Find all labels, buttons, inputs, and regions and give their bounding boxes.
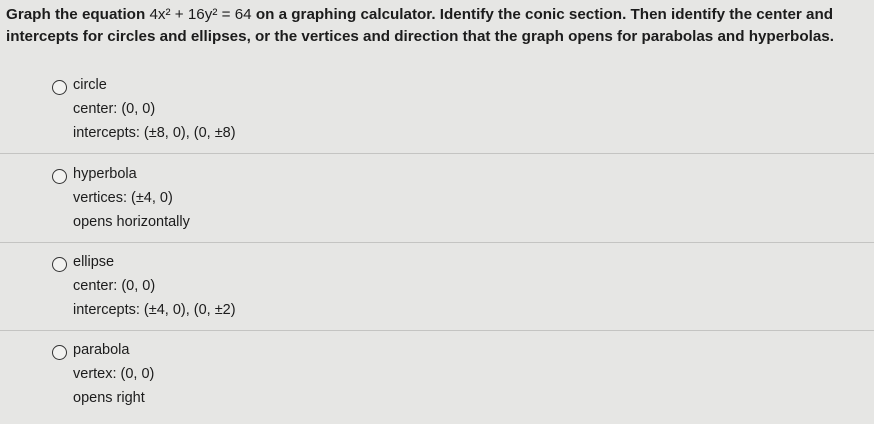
divider <box>0 153 874 154</box>
radio-button-hyperbola[interactable] <box>52 169 67 184</box>
radio-button-circle[interactable] <box>52 80 67 95</box>
question-text <box>6 4 868 48</box>
option-label: ellipse <box>73 254 115 270</box>
option-hyperbola[interactable] <box>0 162 874 248</box>
divider <box>0 242 874 243</box>
question-equation: 4x² + 16y² = 64 <box>149 6 252 23</box>
option-detail-2: opens horizontally <box>73 214 190 230</box>
question-prefix: Graph the equation <box>6 6 150 23</box>
option-parabola[interactable] <box>0 338 874 424</box>
radio-button-parabola[interactable] <box>52 345 67 360</box>
option-detail-1: vertices: (±4, 0) <box>73 190 173 206</box>
question-suffix: on a graphing calculator. Identify the conic section. Then identify the center and intercepts for circles and ellipses, or the vertices and direction that the graph opens for parabolas and hyperbolas. <box>6 6 834 45</box>
divider <box>0 330 874 331</box>
option-detail-1: center: (0, 0) <box>73 278 156 294</box>
option-label: hyperbola <box>73 166 137 182</box>
option-label: circle <box>73 77 107 93</box>
option-ellipse[interactable] <box>0 250 874 336</box>
option-detail-2: intercepts: (±4, 0), (0, ±2) <box>73 302 236 318</box>
radio-button-ellipse[interactable] <box>52 257 67 272</box>
option-detail-1: vertex: (0, 0) <box>73 366 155 382</box>
option-circle[interactable] <box>0 73 874 159</box>
option-label: parabola <box>73 342 130 358</box>
option-detail-1: center: (0, 0) <box>73 101 156 117</box>
option-detail-2: opens right <box>73 390 145 406</box>
option-detail-2: intercepts: (±8, 0), (0, ±8) <box>73 125 236 141</box>
